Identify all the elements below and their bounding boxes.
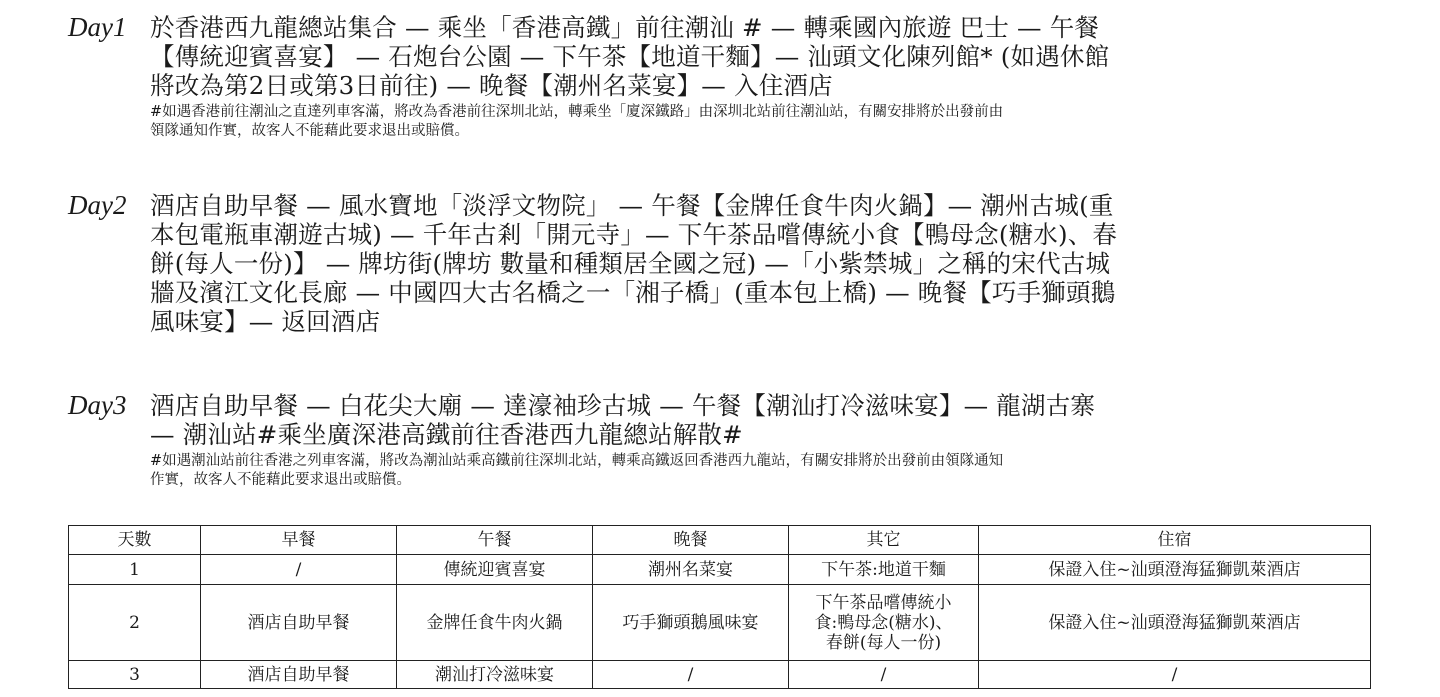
cell-line: 下午茶品嚐傳統小 <box>815 592 952 613</box>
column-header: 住宿 <box>979 526 1371 555</box>
day-note <box>150 103 1368 141</box>
day-line: 酒店自助早餐 — 白花尖大廟 — 達濠袖珍古城 — 午餐【潮汕打冷滋味宴】— 龍湖古寨 <box>150 391 1096 420</box>
table-cell: / <box>789 661 979 689</box>
table-cell: 3 <box>69 661 201 689</box>
table-cell: 傳統迎賓喜宴 <box>397 555 593 585</box>
day-line: 本包電瓶車潮遊古城) — 千年古剎「開元寺」— 下午茶品嚐傳統小食【鴨母念(糖水)、春 <box>150 220 1118 249</box>
table-cell: 巧手獅頭鵝風味宴 <box>593 585 789 661</box>
cell-line: 春餅(每人一份) <box>825 632 942 653</box>
meal-accommodation-table <box>68 525 1371 689</box>
column-header: 天數 <box>69 526 201 555</box>
note-line: #如遇潮汕站前往香港之列車客滿，將改為潮汕站乘高鐵前往深圳北站，轉乘高鐵返回香港西九龍站，有關安排將於出發前由領隊通知 <box>150 453 1004 469</box>
table-cell: 酒店自助早餐 <box>201 661 397 689</box>
day-1-section <box>68 13 1368 141</box>
column-header: 早餐 <box>201 526 397 555</box>
table-cell: 1 <box>69 555 201 585</box>
table-cell <box>789 585 979 661</box>
note-line: 領隊通知作實，故客人不能藉此要求退出或賠償。 <box>150 123 469 139</box>
table-cell: / <box>593 661 789 689</box>
table-cell: 下午茶:地道干麵 <box>789 555 979 585</box>
day-note <box>150 452 1368 490</box>
table-cell: 2 <box>69 585 201 661</box>
table-row <box>69 661 1371 689</box>
table-row <box>69 555 1371 585</box>
day-line: 餅(每人一份)】 — 牌坊街(牌坊 數量和種類居全國之冠) —「小紫禁城」之稱的宋代古城 <box>150 249 1111 278</box>
table-header-row <box>69 526 1371 555</box>
day-line: 於香港西九龍總站集合 — 乘坐「香港高鐵」前往潮汕 # — 轉乘國內旅遊 巴士 — 午餐 <box>150 13 1100 42</box>
table-cell: 保證入住~汕頭澄海猛獅凱萊酒店 <box>979 585 1371 661</box>
day-line: — 潮汕站#乘坐廣深港高鐵前往香港西九龍總站解散# <box>150 420 743 449</box>
day-line: 風味宴】— 返回酒店 <box>150 307 381 336</box>
cell-line: 食:鴨母念(糖水)、 <box>814 612 953 633</box>
day-description <box>150 191 1368 336</box>
note-line: 作實，故客人不能藉此要求退出或賠償。 <box>150 472 411 488</box>
day-line: 【傳統迎賓喜宴】 — 石炮台公園 — 下午茶【地道干麵】— 汕頭文化陳列館* (如遇休館 <box>150 42 1110 71</box>
day-label: Day3 <box>68 390 127 420</box>
table-cell: 保證入住~汕頭澄海猛獅凱萊酒店 <box>979 555 1371 585</box>
day-line: 酒店自助早餐 — 風水寶地「淡浮文物院」 — 午餐【金牌任食牛肉火鍋】— 潮州古城(重 <box>150 191 1114 220</box>
day-line: 將改為第2日或第3日前往) — 晚餐【潮州名菜宴】— 入住酒店 <box>150 71 833 100</box>
day-label: Day1 <box>68 12 127 42</box>
day-description <box>150 13 1368 100</box>
day-line: 牆及濱江文化長廊 — 中國四大古名橋之一「湘子橋」(重本包上橋) — 晚餐【巧手獅頭鵝 <box>150 278 1116 307</box>
table-cell: 酒店自助早餐 <box>201 585 397 661</box>
day-2-section <box>68 191 1368 336</box>
table-row <box>69 585 1371 661</box>
table-cell: 潮汕打冷滋味宴 <box>397 661 593 689</box>
table-cell: / <box>979 661 1371 689</box>
column-header: 晚餐 <box>593 526 789 555</box>
day-label: Day2 <box>68 190 127 220</box>
table-cell: 潮州名菜宴 <box>593 555 789 585</box>
column-header: 午餐 <box>397 526 593 555</box>
table-cell: / <box>201 555 397 585</box>
table-cell: 金牌任食牛肉火鍋 <box>397 585 593 661</box>
day-3-section <box>68 391 1368 490</box>
day-description <box>150 391 1368 449</box>
note-line: #如遇香港前往潮汕之直達列車客滿，將改為香港前往深圳北站，轉乘坐「廈深鐵路」由深圳北站前往潮汕站，有關安排將於出發前由 <box>150 104 1004 120</box>
column-header: 其它 <box>789 526 979 555</box>
